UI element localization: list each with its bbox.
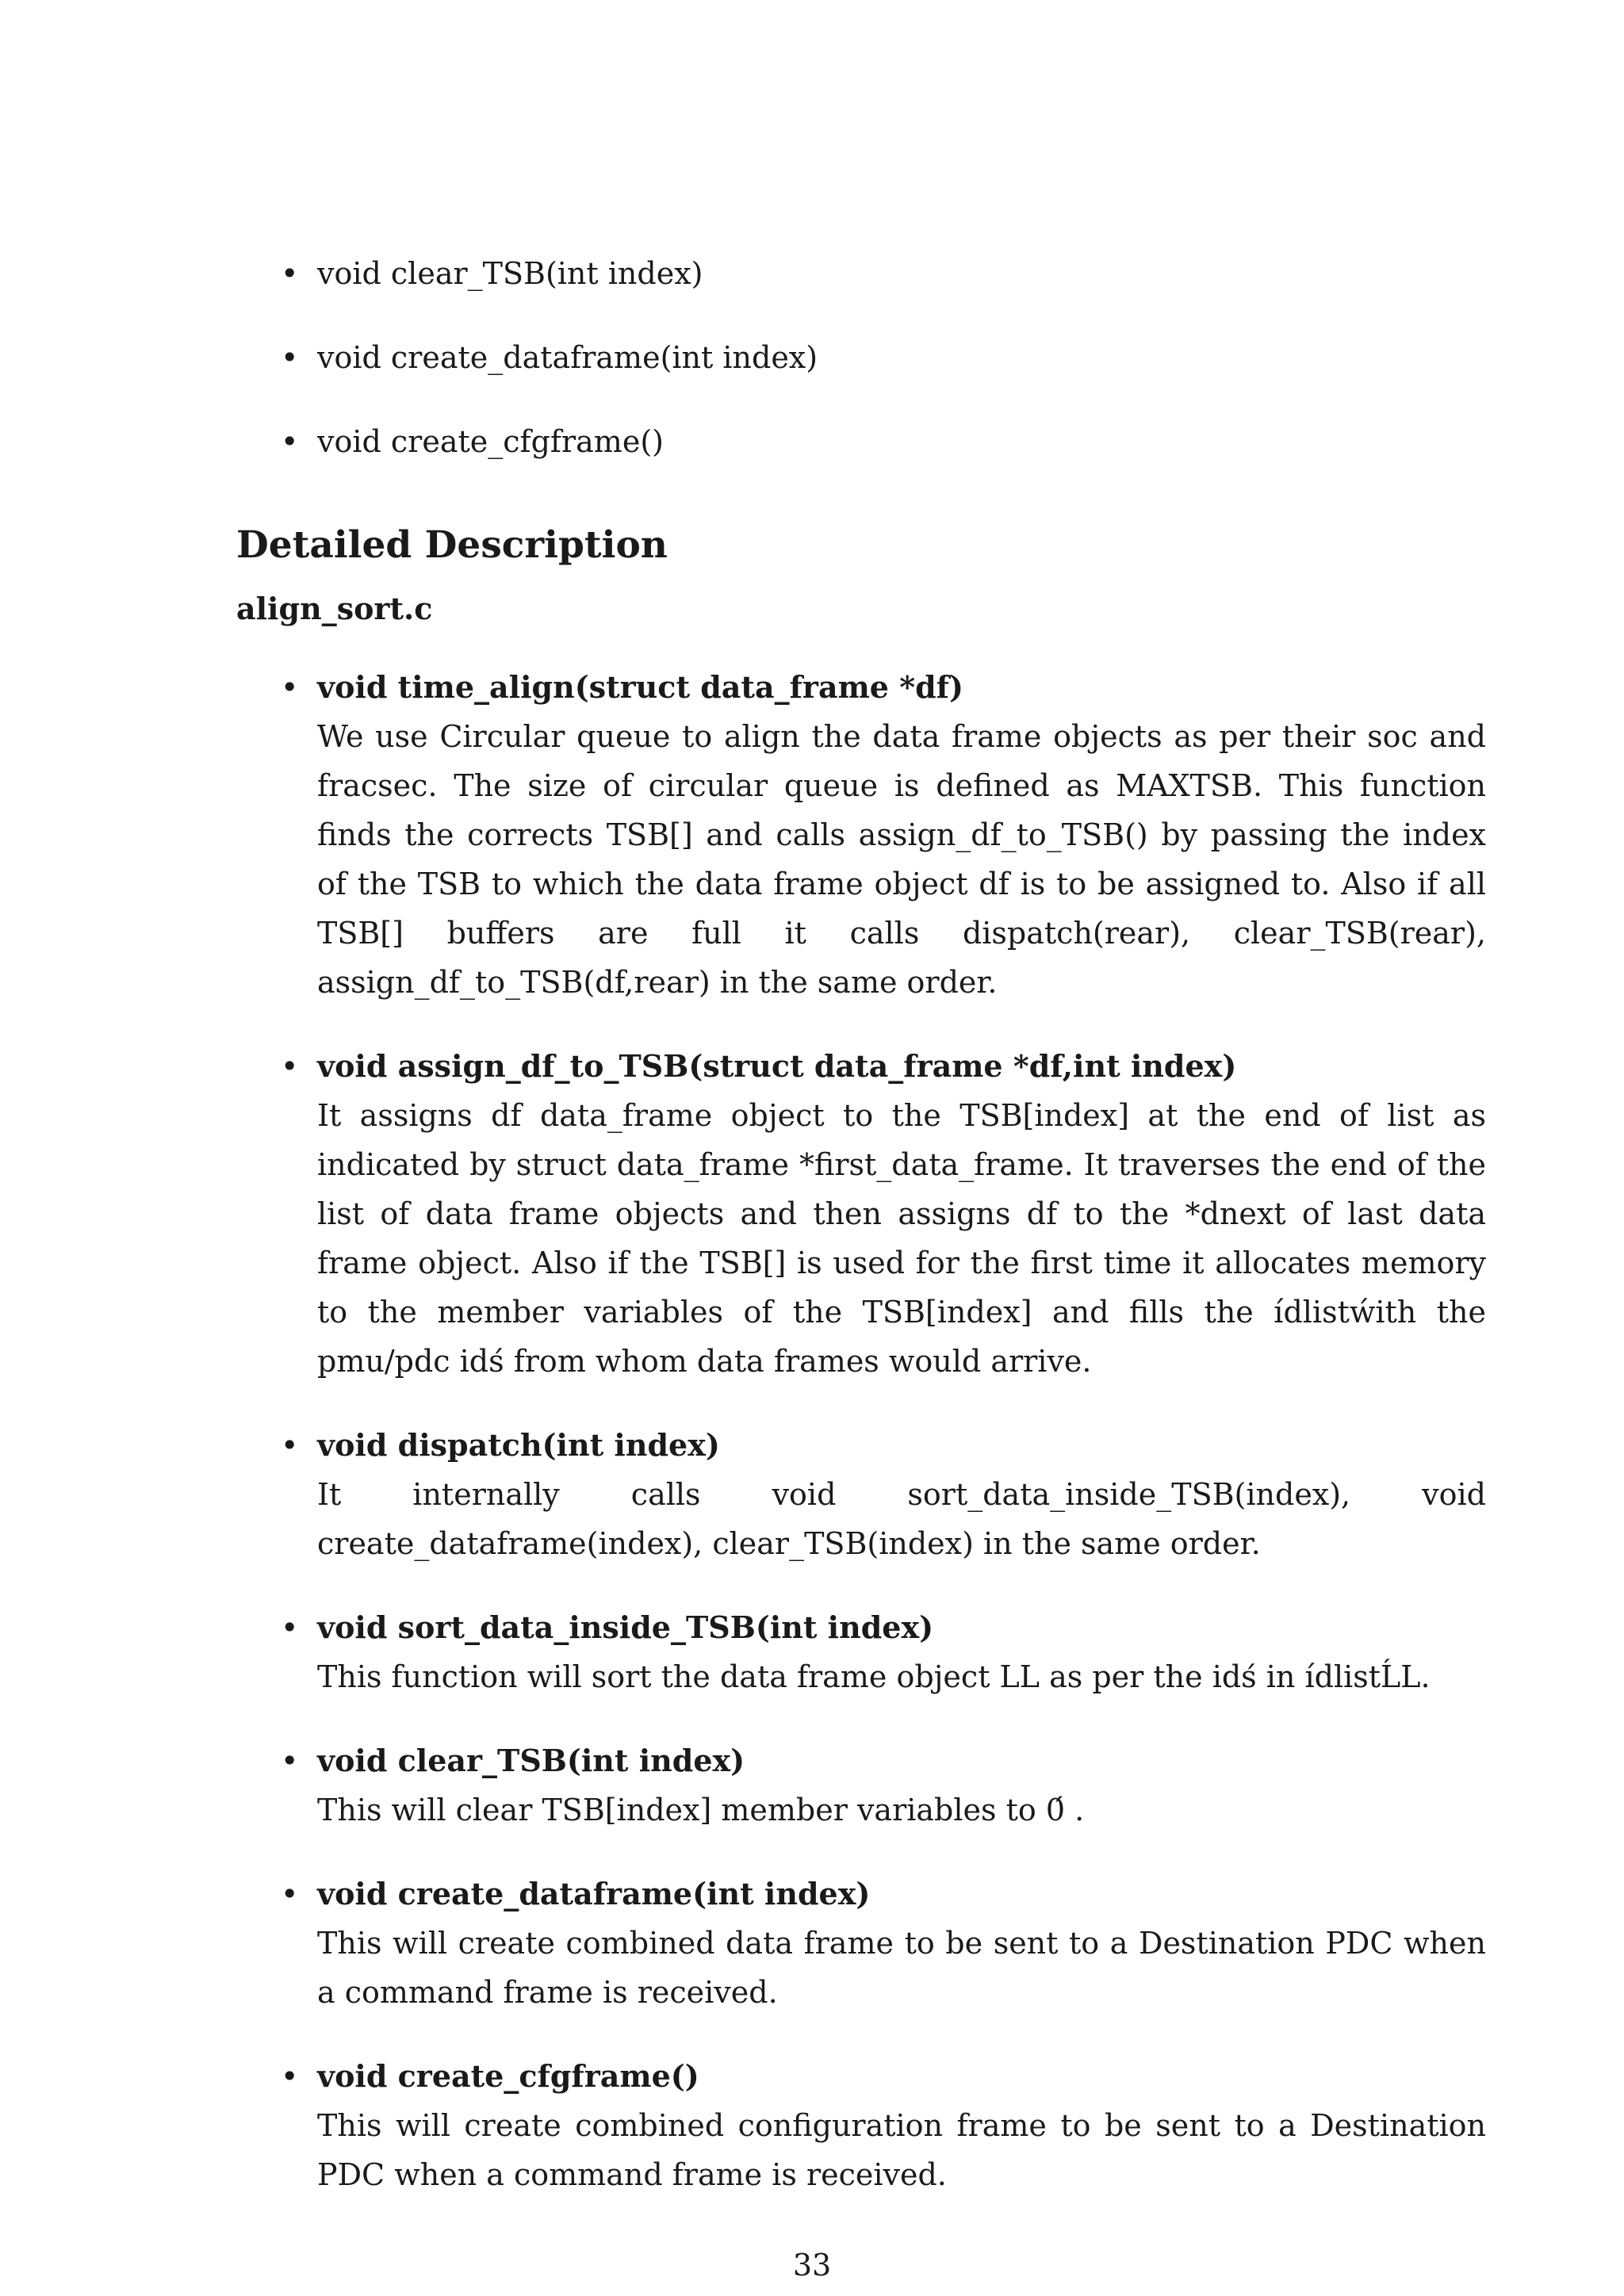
function-signature: void assign_df_to_TSB(struct data_frame *df,int index) xyxy=(317,1048,1237,1084)
list-item-text: void create_dataframe(int index) xyxy=(317,340,818,375)
function-description-text: This function will sort the data frame object LL as per the idś in ídlistĹL. xyxy=(317,1659,1431,1694)
function-description xyxy=(281,1736,1486,1835)
bullet-icon: • xyxy=(281,1743,299,1778)
file-subheading: align_sort.c xyxy=(236,591,433,626)
function-description-text: It assigns df data_frame object to the TSB[index] at the end of list as indicated by struct data_frame *first_data_frame. It traverses the end of the list of data frame objects and then assigns df to the *dnext of last data frame object. Also if the TSB[] is used for the first time it allocates memory to the member variables of the TSB[index] and fills the ídlistẃith the pmu/pdc idś from whom data frames would arrive. xyxy=(317,1098,1486,1379)
bullet-icon: • xyxy=(281,670,299,705)
list-item-text: void clear_TSB(int index) xyxy=(317,256,703,291)
bullet-icon: • xyxy=(281,2059,299,2094)
function-description xyxy=(281,1603,1486,1701)
list-item-text: void create_cfgframe() xyxy=(317,424,664,459)
bullet-icon: • xyxy=(281,340,299,375)
function-description-text: This will clear TSB[index] member variables to 0́ . xyxy=(317,1793,1085,1827)
section-heading: Detailed Description xyxy=(236,523,668,567)
bullet-icon: • xyxy=(281,1428,299,1463)
function-signature: void clear_TSB(int index) xyxy=(317,1743,745,1778)
function-description xyxy=(281,2052,1486,2199)
bullet-icon: • xyxy=(281,1877,299,1911)
function-signature: void sort_data_inside_TSB(int index) xyxy=(317,1609,934,1645)
function-description xyxy=(281,1869,1486,2017)
list-item xyxy=(281,336,1486,420)
bullet-icon: • xyxy=(281,1610,299,1645)
function-description xyxy=(281,1042,1486,1386)
function-description-text: It internally calls void sort_data_inside_TSB(index), void create_dataframe(index), clear_TSB(index) in the same order. xyxy=(317,1477,1486,1561)
function-signature: void create_cfgframe() xyxy=(317,2058,699,2094)
function-signature: void dispatch(int index) xyxy=(317,1427,720,1463)
list-item xyxy=(281,420,1486,504)
function-list xyxy=(281,252,1486,504)
function-description-text: This will create combined configuration frame to be sent to a Destination PDC when a command frame is received. xyxy=(317,2108,1486,2192)
list-item xyxy=(281,252,1486,336)
function-description xyxy=(281,1421,1486,1568)
bullet-icon: • xyxy=(281,424,299,459)
function-signature: void time_align(struct data_frame *df) xyxy=(317,669,963,705)
function-description-text: We use Circular queue to align the data frame objects as per their soc and fracsec. The size of circular queue is defined as MAXTSB. This function finds the corrects TSB[] and calls assign_df_to_TSB() by passing the index of the TSB to which the data frame object df is to be assigned to. Also if all TSB[] buffers are full it calls dispatch(rear), clear_TSB(rear), assign_df_to_TSB(df,rear) in the same order. xyxy=(317,719,1486,1000)
function-description-list xyxy=(281,663,1486,2234)
page-number: 33 xyxy=(792,2248,832,2283)
function-description-text: This will create combined data frame to be sent to a Destination PDC when a command frame is received. xyxy=(317,1926,1486,2010)
function-signature: void create_dataframe(int index) xyxy=(317,1876,871,1911)
bullet-icon: • xyxy=(281,1049,299,1084)
function-description xyxy=(281,663,1486,1007)
bullet-icon: • xyxy=(281,256,299,291)
